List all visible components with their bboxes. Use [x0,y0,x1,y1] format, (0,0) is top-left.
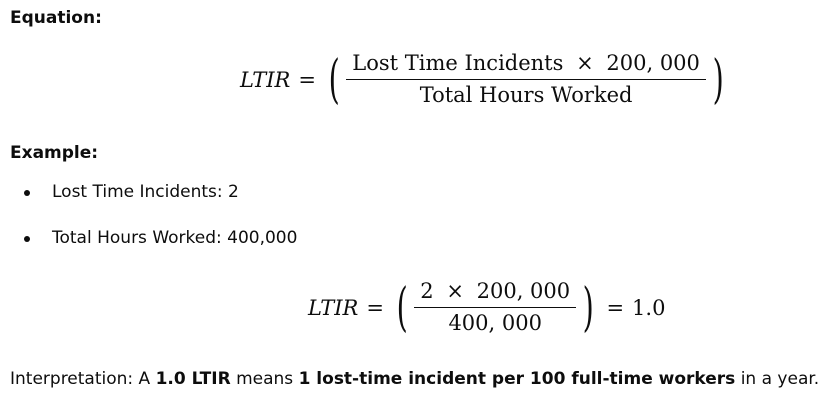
list-item-text: Total Hours Worked: 400,000 [52,228,298,248]
left-paren: ( [328,49,340,110]
example-list [0,180,297,250]
formula-lhs: LTIR [308,295,359,320]
numerator-text: Lost Time Incidents [352,51,564,75]
times-sign: × [446,279,464,303]
example-formula [308,278,665,338]
formula-denominator: 400, 000 [448,311,542,336]
formula-numerator [346,50,706,77]
formula-fraction [414,278,576,338]
interpretation-bold-rate: 1 lost-time incident per 100 full-time workers [298,369,736,389]
left-paren: ( [396,277,408,338]
formula-numerator [414,278,576,305]
numerator-b: 200, 000 [476,279,571,303]
bullet-icon [24,190,30,196]
equals-sign: = [298,67,316,92]
interpretation-text [10,369,819,389]
numerator-a: 2 [420,279,434,303]
right-paren: ) [582,277,594,338]
equation-heading: Equation: [10,8,102,28]
interpretation-prefix: Interpretation: A [10,369,156,389]
equals-sign-2: = [606,295,625,320]
list-item [0,180,297,204]
formula-lhs: LTIR [240,67,291,92]
right-paren: ) [712,49,724,110]
ltir-formula [240,50,728,110]
fraction-bar [414,307,576,308]
interpretation-mid: means [230,369,299,389]
times-sign: × [576,51,594,75]
bullet-icon [24,236,30,242]
formula-result: 1.0 [632,295,666,320]
numerator-value: 200, 000 [606,51,700,75]
equals-sign: = [366,295,384,320]
formula-fraction [346,50,706,110]
list-item-text: Lost Time Incidents: 2 [52,182,239,202]
example-heading: Example: [10,143,99,163]
interpretation-suffix: in a year. [735,369,820,389]
fraction-bar [346,79,706,80]
formula-denominator: Total Hours Worked [419,83,633,108]
interpretation-bold-ltir: 1.0 LTIR [155,369,231,389]
list-item [0,226,297,250]
